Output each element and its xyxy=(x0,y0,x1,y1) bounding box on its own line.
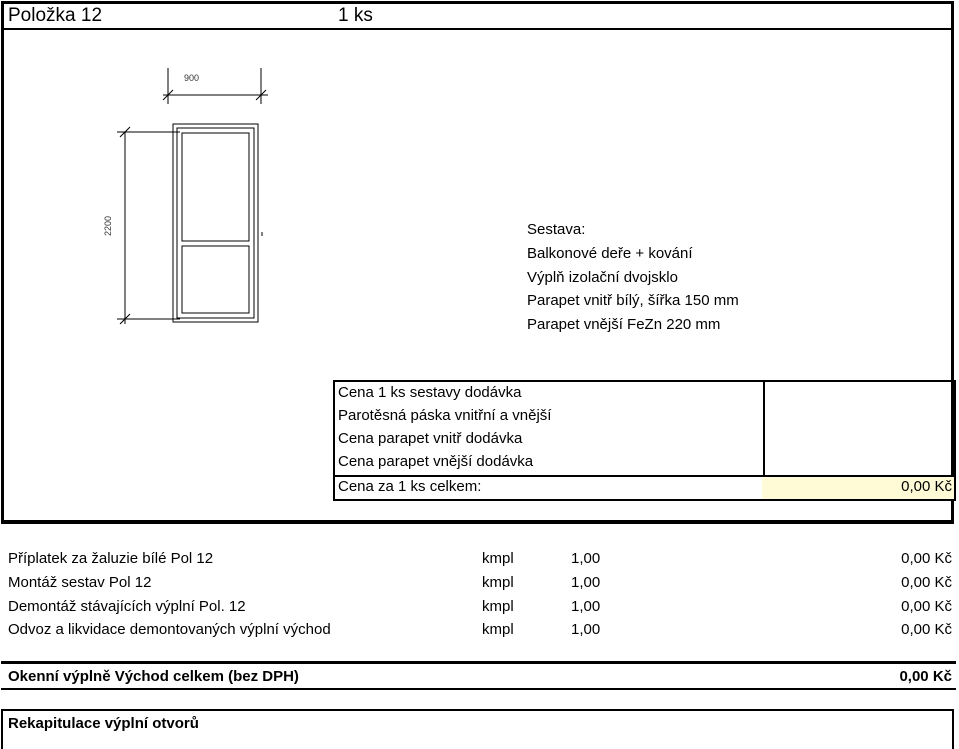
extra-price: 0,00 Kč xyxy=(901,574,952,591)
extra-qty: 1,00 xyxy=(571,598,601,615)
price-line: Cena 1 ks sestavy dodávka xyxy=(338,384,522,401)
item-title: Položka 12 xyxy=(8,5,103,26)
extra-qty: 1,00 xyxy=(571,574,601,591)
extra-desc: Demontáž stávajících výplní Pol. 12 xyxy=(8,598,246,615)
extra-desc: Montáž sestav Pol 12 xyxy=(8,574,152,591)
extra-desc: Příplatek za žaluzie bílé Pol 12 xyxy=(8,550,214,567)
width-label: 900 xyxy=(184,73,200,83)
price-line: Parotěsná páska vnitřní a vnější xyxy=(338,407,552,424)
summary-bottom-line xyxy=(1,688,956,690)
extra-desc: Odvoz a likvidace demontovaných výplní východ xyxy=(8,621,331,638)
extra-unit: kmpl xyxy=(482,598,514,615)
price-line: Cena parapet vnitř dodávka xyxy=(338,430,523,447)
summary-value: 0,00 Kč xyxy=(899,668,952,685)
assembly-line: Parapet vnější FeZn 220 mm xyxy=(527,316,721,333)
assembly-line: Výplň izolační dvojsklo xyxy=(527,269,678,286)
assembly-line: Parapet vnitř bílý, šířka 150 mm xyxy=(527,292,739,309)
assembly-title: Sestava: xyxy=(527,221,586,238)
summary-top-line xyxy=(1,661,956,664)
assembly-line: Balkonové deře + kování xyxy=(527,245,693,262)
total-value: 0,00 Kč xyxy=(901,478,952,495)
extra-unit: kmpl xyxy=(482,574,514,591)
extra-qty: 1,00 xyxy=(571,621,601,638)
door-drawing xyxy=(105,62,280,332)
extra-price: 0,00 Kč xyxy=(901,598,952,615)
extra-price: 0,00 Kč xyxy=(901,550,952,567)
price-line: Cena parapet vnější dodávka xyxy=(338,453,534,470)
recap-label: Rekapitulace výplní otvorů xyxy=(8,715,199,732)
extra-price: 0,00 Kč xyxy=(901,621,952,638)
extra-unit: kmpl xyxy=(482,550,514,567)
summary-label: Okenní výplně Východ celkem (bez DPH) xyxy=(8,668,299,685)
height-label: 2200 xyxy=(103,215,113,236)
item-quantity: 1 ks xyxy=(338,5,373,26)
total-label: Cena za 1 ks celkem: xyxy=(338,478,482,495)
extra-unit: kmpl xyxy=(482,621,514,638)
header-divider xyxy=(4,28,954,30)
extra-qty: 1,00 xyxy=(571,550,601,567)
